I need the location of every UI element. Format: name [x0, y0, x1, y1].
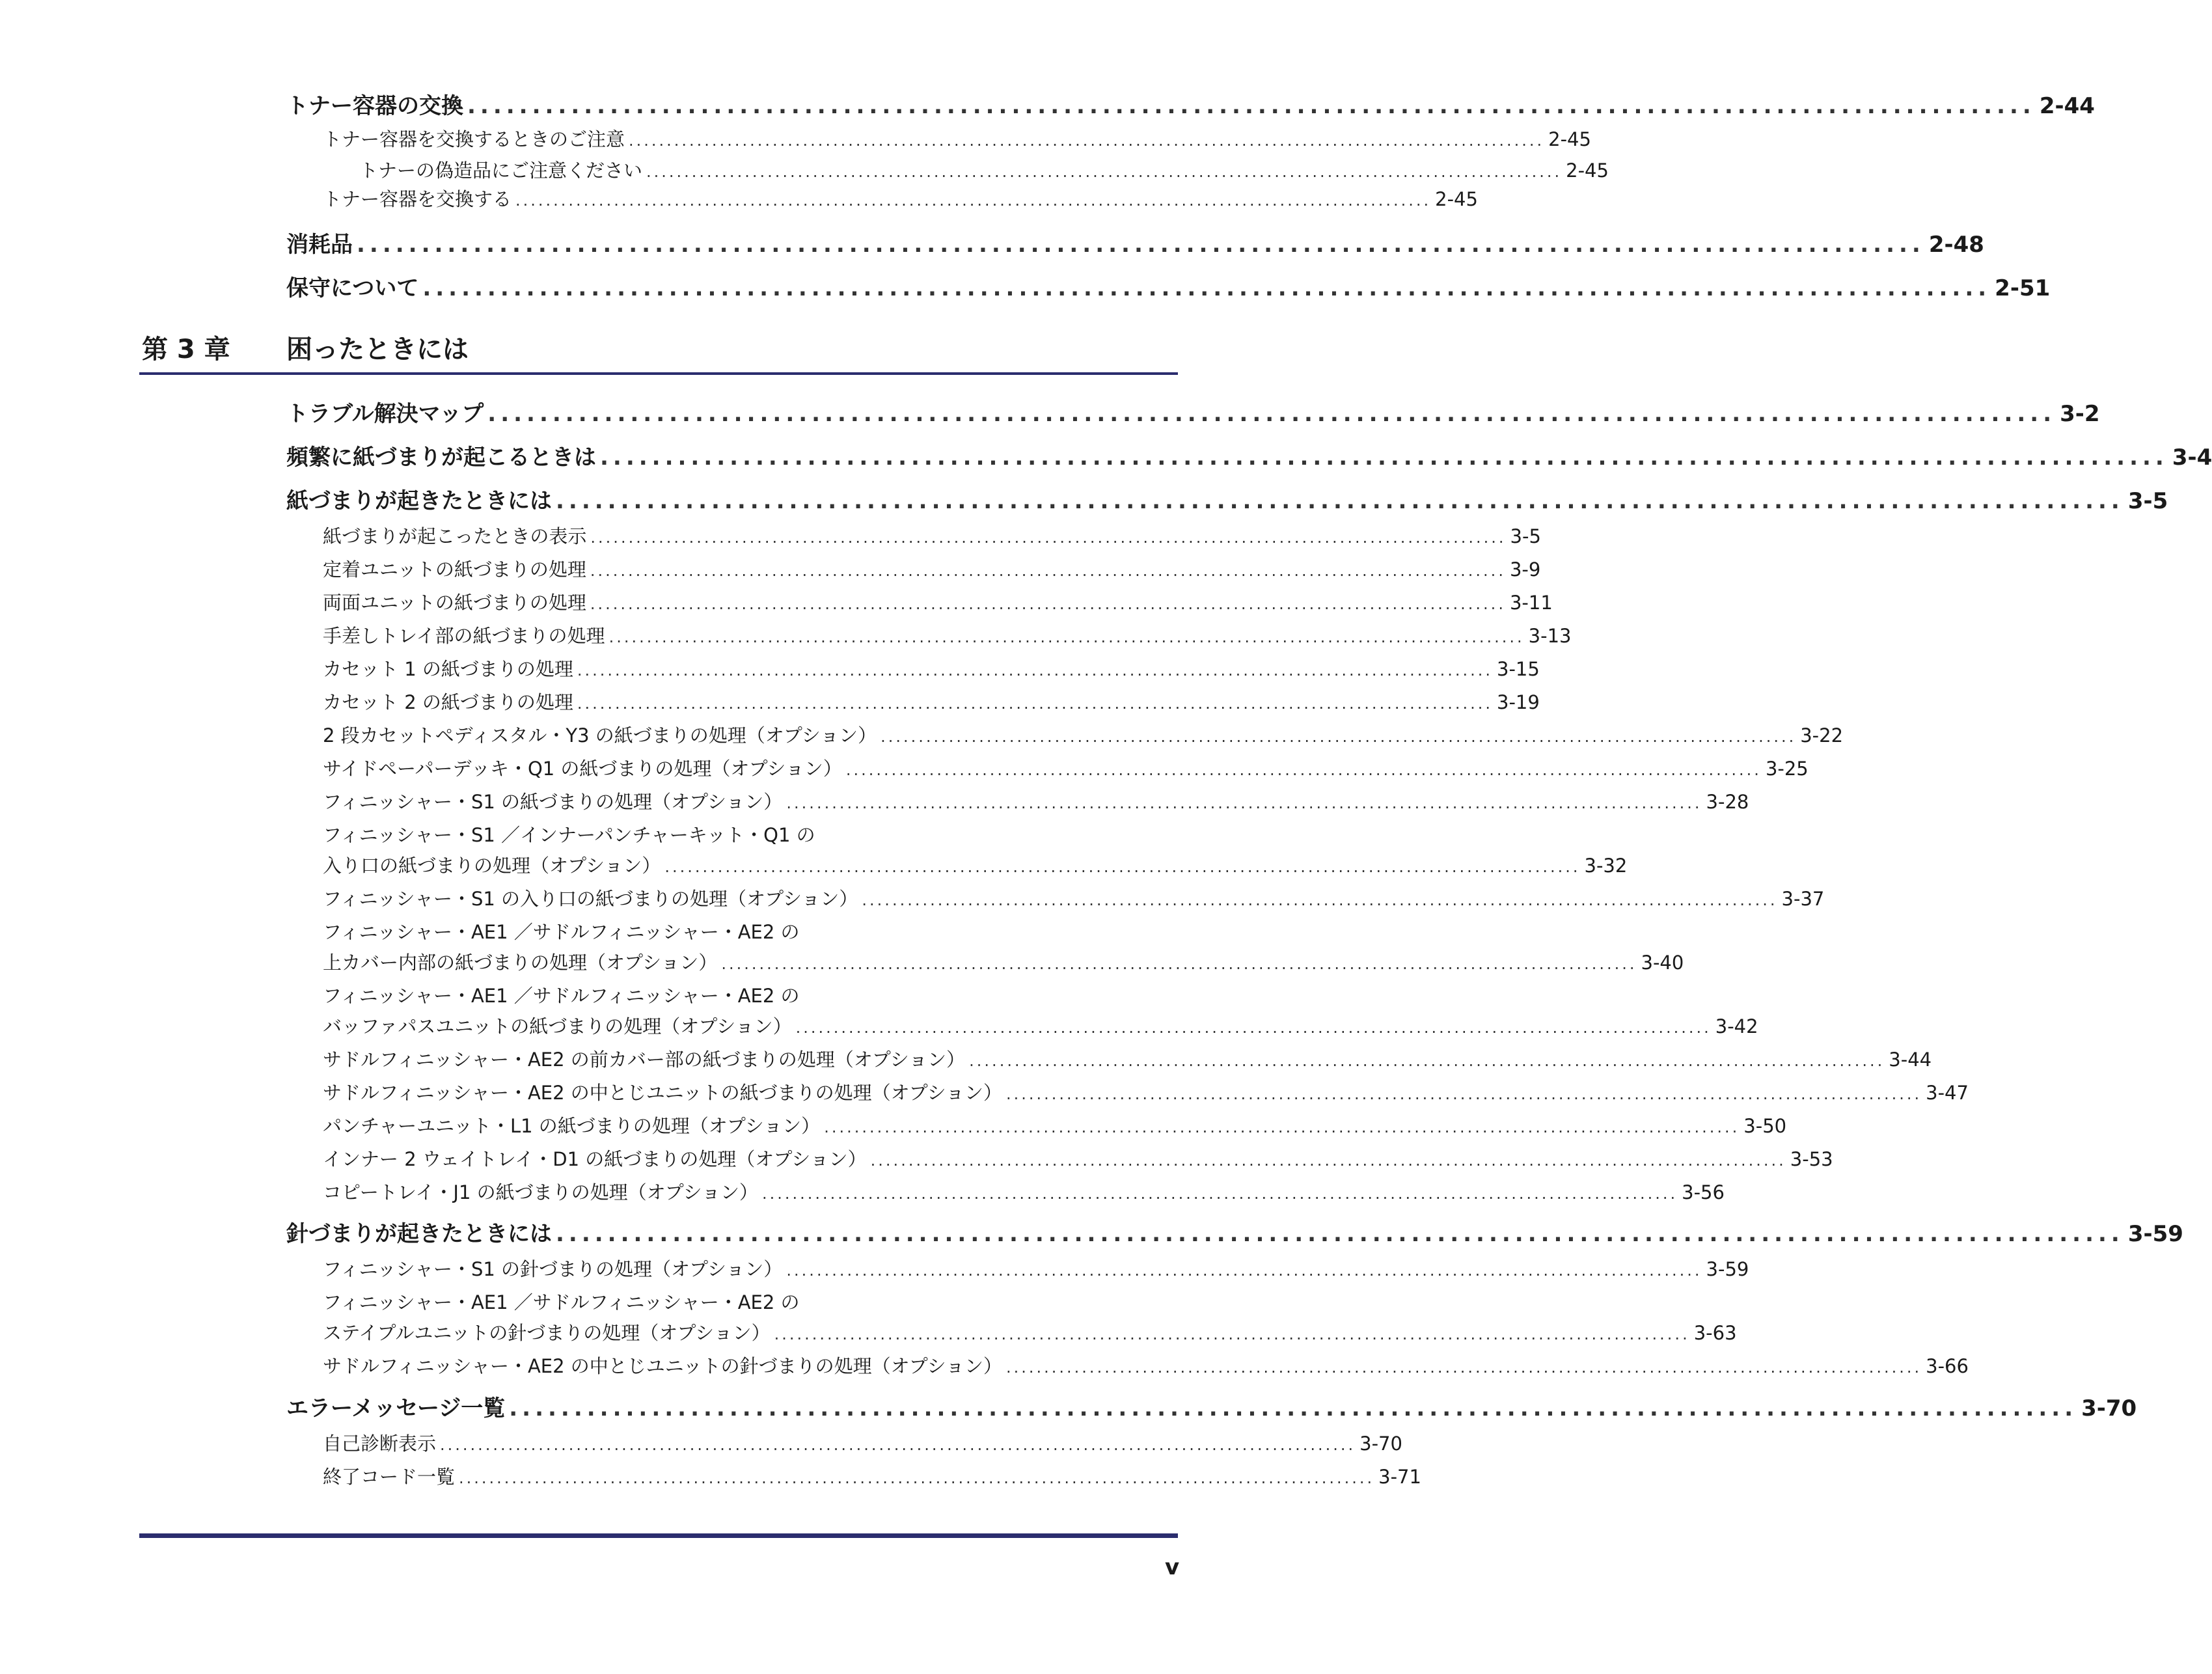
dot-leader: ......................................................................................................................... [786, 1261, 1702, 1280]
toc-entry-page: 3-66 [1926, 1355, 1969, 1377]
toc-entry-title: 紙づまりが起きたときには [286, 488, 552, 514]
dot-leader: ......................................................................................................................... [422, 275, 1991, 301]
toc-entry-page: 3-42 [1715, 1015, 1758, 1037]
dot-leader: ......................................................................................................................... [774, 1325, 1690, 1343]
toc-entry-page: 3-19 [1497, 691, 1540, 713]
toc-entry-title: インナー 2 ウェイトレイ・D1 の紙づまりの処理（オプション） [323, 1148, 867, 1170]
toc-entry[interactable] [323, 555, 1541, 583]
toc-entry[interactable] [286, 396, 2100, 427]
chapter-label: 第 3 章 [142, 335, 230, 364]
toc-entry-title: カセット 1 の紙づまりの処理 [323, 658, 573, 680]
dot-leader: ......................................................................................................................... [357, 232, 1925, 258]
dot-leader: ......................................................................................................................... [590, 528, 1507, 547]
toc-entry[interactable] [323, 588, 1553, 616]
toc-entry[interactable] [286, 88, 2095, 119]
page-number: v [1165, 1554, 1180, 1580]
dot-leader: ......................................................................................................................... [487, 401, 2056, 427]
toc-entry[interactable] [323, 1429, 1402, 1457]
toc-entry[interactable] [323, 688, 1540, 715]
toc-entry-page: 3-63 [1693, 1322, 1737, 1344]
toc-entry[interactable] [323, 1319, 1737, 1346]
toc-entry[interactable] [323, 885, 1825, 912]
toc-entry[interactable] [323, 721, 1844, 748]
toc-entry[interactable] [323, 125, 1591, 152]
toc-entry-title: フィニッシャー・S1 の紙づまりの処理（オプション） [323, 791, 783, 813]
toc-entry-page: 3-4 [2172, 445, 2212, 471]
toc-entry[interactable] [323, 754, 1809, 782]
toc-entry-page: 3-53 [1790, 1148, 1833, 1170]
toc-entry-page: 3-70 [1359, 1433, 1402, 1455]
toc-entry[interactable] [323, 622, 1572, 649]
dot-leader: ......................................................................................................................... [664, 858, 1581, 876]
toc-entry-page: 3-40 [1641, 952, 1684, 974]
toc-entry-page: 3-37 [1781, 888, 1825, 910]
toc-entry-title: エラーメッセージ一覧 [286, 1395, 506, 1421]
toc-entry[interactable] [323, 655, 1540, 682]
toc-entry-page: 3-13 [1528, 625, 1572, 647]
dot-leader: ......................................................................................................................... [969, 1052, 1885, 1070]
toc-entry-page: 3-32 [1584, 855, 1628, 877]
dot-leader: ......................................................................................................................... [1006, 1085, 1922, 1103]
toc-entry-title: パンチャーユニット・L1 の紙づまりの処理（オプション） [323, 1115, 821, 1137]
toc-entry[interactable] [359, 156, 1609, 184]
toc-entry-page: 3-44 [1889, 1049, 1932, 1071]
dot-leader: ......................................................................................................................... [881, 728, 1797, 746]
toc-entry[interactable] [323, 1352, 1969, 1379]
toc-entry[interactable] [286, 483, 2168, 514]
dot-leader: ......................................................................................................................... [590, 595, 1506, 613]
toc-entry[interactable] [323, 948, 1684, 976]
toc-entry[interactable] [323, 1012, 1758, 1039]
dot-leader: ......................................................................................................................... [515, 191, 1432, 210]
toc-entry-page: 2-45 [1435, 188, 1478, 210]
toc-entry-page: 3-5 [2127, 488, 2168, 514]
dot-leader: ......................................................................................................................... [590, 562, 1506, 580]
toc-entry[interactable] [323, 851, 1628, 879]
toc-entry[interactable] [323, 1078, 1969, 1106]
toc-entry-title: フィニッシャー・S1 の針づまりの処理（オプション） [323, 1258, 783, 1280]
dot-leader: ......................................................................................................................... [629, 131, 1545, 150]
dot-leader: ......................................................................................................................... [577, 694, 1493, 713]
toc-entry[interactable] [323, 1178, 1725, 1205]
toc-entry-title: トナー容器の交換 [286, 93, 463, 119]
chapter-title: 困ったときには [286, 335, 469, 364]
toc-entry-page: 3-47 [1926, 1082, 1969, 1104]
dot-leader: ......................................................................................................................... [721, 955, 1637, 973]
toc-entry-title: 消耗品 [286, 232, 353, 258]
toc-entry-title: トナーの偽造品にご注意ください [359, 159, 643, 182]
toc-entry-page: 3-50 [1743, 1115, 1787, 1137]
toc-entry[interactable] [286, 226, 1984, 258]
toc-entry-page: 3-2 [2060, 401, 2100, 427]
toc-entry-title: 入り口の紙づまりの処理（オプション） [323, 855, 661, 877]
toc-entry-title: サドルフィニッシャー・AE2 の中とじユニットの紙づまりの処理（オプション） [323, 1082, 1003, 1104]
toc-entry[interactable] [323, 185, 1478, 212]
toc-entry-title: 終了コード一覧 [323, 1466, 456, 1488]
toc-entry-page: 2-45 [1566, 159, 1609, 182]
toc-entry-title: トラブル解決マップ [286, 401, 484, 427]
toc-entry-title: 自己診断表示 [323, 1433, 437, 1455]
toc-entry-title: ステイプルユニットの針づまりの処理（オプション） [323, 1322, 771, 1344]
toc-entry-title-line1[interactable]: フィニッシャー・S1 ／インナーパンチャーキット・Q1 の [323, 824, 815, 846]
toc-entry-title: 上カバー内部の紙づまりの処理（オプション） [323, 952, 718, 974]
toc-entry-title: サイドペーパーデッキ・Q1 の紙づまりの処理（オプション） [323, 758, 842, 780]
toc-entry-page: 2-51 [1995, 275, 2051, 301]
toc-entry-page: 2-44 [2039, 93, 2095, 119]
dot-leader: ......................................................................................................................... [467, 93, 2036, 119]
toc-entry-page: 3-5 [1510, 525, 1541, 547]
toc-entry[interactable] [323, 1112, 1787, 1139]
toc-entry-page: 3-25 [1765, 758, 1809, 780]
dot-leader: ......................................................................................................................... [556, 488, 2124, 514]
toc-entry-page: 3-59 [2127, 1221, 2183, 1247]
dot-leader: ......................................................................................................................... [600, 445, 2168, 471]
toc-entry-title-line1[interactable]: フィニッシャー・AE1 ／サドルフィニッシャー・AE2 の [323, 1291, 800, 1313]
chapter-rule [139, 372, 1178, 375]
footer-rule [139, 1533, 1178, 1538]
toc-entry-title: 定着ユニットの紙づまりの処理 [323, 558, 586, 581]
toc-entry-page: 3-9 [1509, 558, 1541, 581]
toc-entry-title-line1[interactable]: フィニッシャー・AE1 ／サドルフィニッシャー・AE2 の [323, 985, 800, 1007]
toc-entry-title: 針づまりが起きたときには [286, 1221, 552, 1247]
toc-entry-title: 頻繁に紙づまりが起こるときは [286, 445, 596, 471]
toc-entry[interactable] [286, 1216, 2183, 1247]
toc-entry-title: サドルフィニッシャー・AE2 の中とじユニットの針づまりの処理（オプション） [323, 1355, 1003, 1377]
toc-entry-title: コピートレイ・J1 の紙づまりの処理（オプション） [323, 1181, 759, 1203]
dot-leader: ......................................................................................................................... [786, 794, 1702, 812]
toc-entry-title: 保守について [286, 275, 419, 301]
dot-leader: ......................................................................................................................... [795, 1019, 1712, 1037]
toc-entry-title: カセット 2 の紙づまりの処理 [323, 691, 573, 713]
dot-leader: ......................................................................................................................... [608, 628, 1525, 646]
toc-entry[interactable] [323, 1045, 1932, 1073]
toc-entry-page: 3-28 [1706, 791, 1749, 813]
dot-leader: ......................................................................................................................... [824, 1118, 1740, 1136]
toc-entry-page: 3-15 [1497, 658, 1540, 680]
toc-entry[interactable] [323, 1462, 1421, 1490]
toc-entry-page: 3-70 [2081, 1395, 2137, 1421]
dot-leader: ......................................................................................................................... [577, 661, 1493, 679]
toc-entry[interactable] [323, 788, 1749, 815]
toc-entry[interactable] [323, 522, 1541, 549]
dot-leader: ......................................................................................................................... [845, 761, 1762, 779]
dot-leader: ......................................................................................................................... [646, 163, 1563, 181]
toc-entry-title: 手差しトレイ部の紙づまりの処理 [323, 625, 605, 647]
dot-leader: ......................................................................................................................... [862, 891, 1778, 909]
toc-entry-page: 2-48 [1928, 232, 1984, 258]
dot-leader: ......................................................................................................................... [509, 1395, 2078, 1421]
toc-entry-title: フィニッシャー・S1 の入り口の紙づまりの処理（オプション） [323, 888, 858, 910]
toc-entry-title: 両面ユニットの紙づまりの処理 [323, 592, 586, 614]
dot-leader: ......................................................................................................................... [459, 1469, 1375, 1487]
toc-entry[interactable] [286, 439, 2212, 471]
dot-leader: ......................................................................................................................... [762, 1185, 1678, 1203]
toc-entry-title: 紙づまりが起こったときの表示 [323, 525, 587, 547]
toc-entry-title: トナー容器を交換する [323, 188, 512, 210]
toc-entry-page: 3-56 [1682, 1181, 1725, 1203]
toc-entry-title: 2 段カセットペディスタル・Y3 の紙づまりの処理（オプション） [323, 724, 877, 747]
toc-entry[interactable] [286, 1390, 2137, 1421]
toc-entry-title-line1[interactable]: フィニッシャー・AE1 ／サドルフィニッシャー・AE2 の [323, 921, 800, 943]
toc-entry[interactable] [323, 1255, 1749, 1282]
dot-leader: ......................................................................................................................... [870, 1151, 1786, 1170]
toc-entry-page: 3-22 [1800, 724, 1844, 747]
toc-entry-page: 3-11 [1509, 592, 1553, 614]
toc-entry-page: 3-59 [1706, 1258, 1749, 1280]
toc-entry-page: 3-71 [1378, 1466, 1421, 1488]
toc-entry[interactable] [323, 1145, 1833, 1172]
toc-entry[interactable] [286, 270, 2051, 301]
toc-entry-title: バッファパスユニットの紙づまりの処理（オプション） [323, 1015, 792, 1037]
dot-leader: ......................................................................................................................... [440, 1436, 1356, 1454]
toc-entry-title: サドルフィニッシャー・AE2 の前カバー部の紙づまりの処理（オプション） [323, 1049, 966, 1071]
toc-entry-title: トナー容器を交換するときのご注意 [323, 128, 625, 150]
toc-entry-page: 2-45 [1548, 128, 1591, 150]
dot-leader: ......................................................................................................................... [556, 1221, 2124, 1247]
dot-leader: ......................................................................................................................... [1006, 1358, 1922, 1377]
